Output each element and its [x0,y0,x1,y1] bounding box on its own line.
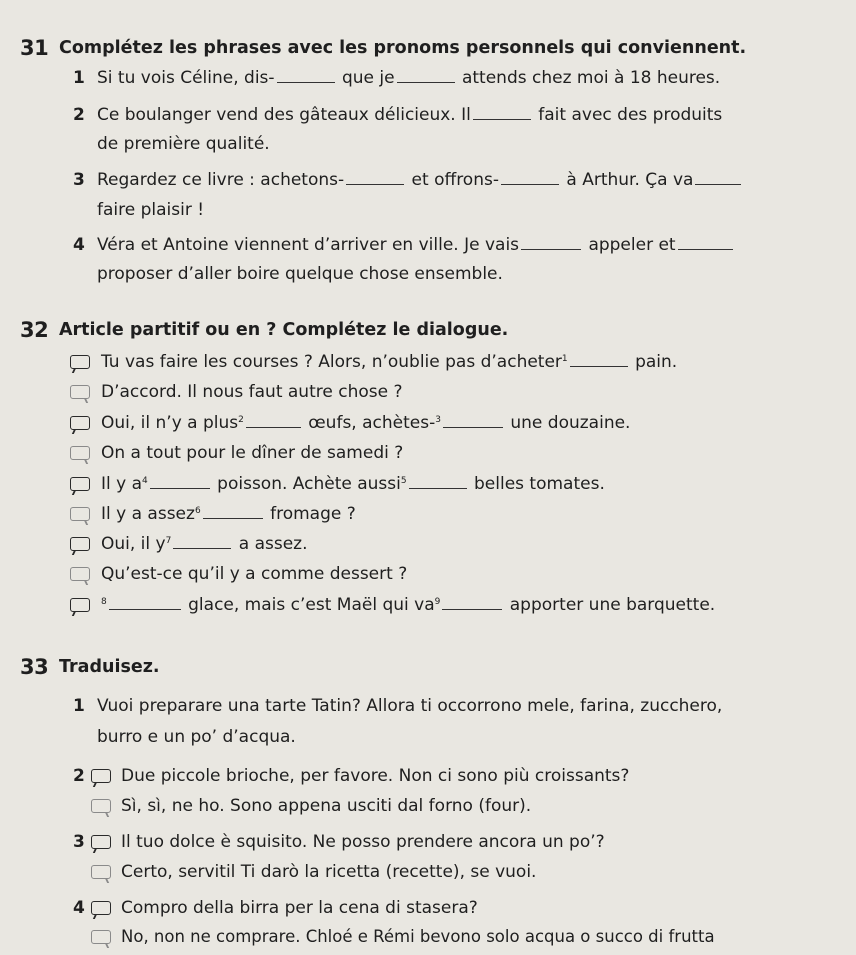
exercise-33-title: Traduisez. [59,657,160,677]
answer-blank[interactable] [442,608,502,610]
exercise-33-item-1: Vuoi preparare una tarte Tatin? Allora ti occorrono mele, farina, zucchero, [97,696,723,716]
speech-bubble-icon [70,477,90,491]
dialogue-line-9: $^8$ glace, mais c’est Maël qui $va^9$ apporter une barquette. [101,595,716,615]
exercise-31-item-3: Regardez ce livre : achetons- et offrons- à Arthur. Ça va [97,170,743,190]
item-number: 1 [73,696,85,716]
item-number: 1 [73,68,85,88]
answer-blank[interactable] [277,81,335,83]
exercise-31-item-1: Si tu vois Céline, dis- que je attends chez moi à 18 heures. [97,68,721,88]
exercise-33-item-1-cont: burro e un po’ d’acqua. [97,727,296,747]
speech-bubble-icon [70,598,90,612]
item-number: 3 [73,832,85,852]
exercise-33-number: 33 [20,655,49,679]
exercise-31-title: Complétez les phrases avec les pronoms personnels qui conviennent. [59,38,747,58]
item-number: 3 [73,170,85,190]
exercise-31-item-2-cont: de première qualité. [97,134,270,154]
exercise-33-item-3-b: Certo, servitil Ti darò la ricetta (recette), se vuoi. [121,862,537,882]
exercise-31-item-2: Ce boulanger vend des gâteaux délicieux. Il fait avec des produits [97,105,723,125]
dialogue-line-3: Oui, il n’y a plus$^2$ œufs, achètes-$^3$ une douzaine. [101,413,631,433]
dialogue-line-6: Il y a assez$^6$ fromage ? [101,504,356,524]
exercise-33-item-2-b: Sì, sì, ne ho. Sono appena usciti dal forno (four). [121,796,532,816]
dialogue-line-2: D’accord. Il nous faut autre chose ? [101,382,403,402]
speech-bubble-icon [91,901,111,915]
speech-bubble-icon [70,507,90,521]
exercise-32-title: Article partitif ou en ? Complétez le dialogue. [59,320,509,340]
answer-blank[interactable] [203,517,263,519]
answer-blank[interactable] [521,248,581,250]
speech-bubble-icon [70,416,90,430]
speech-bubble-icon [91,769,111,783]
answer-blank[interactable] [397,81,455,83]
answer-blank[interactable] [109,608,181,610]
exercise-33-item-3-a: Il tuo dolce è squisito. Ne posso prendere ancora un po’? [121,832,605,852]
answer-blank[interactable] [150,487,210,489]
speech-bubble-icon [70,385,90,399]
exercise-31-item-4: Véra et Antoine viennent d’arriver en ville. Je vais appeler et [97,235,735,255]
dialogue-line-4: On a tout pour le dîner de samedi ? [101,443,404,463]
dialogue-line-7: Oui, il $y^7$ a assez. [101,534,308,554]
answer-blank[interactable] [246,426,301,428]
answer-blank[interactable] [409,487,467,489]
answer-blank[interactable] [501,183,559,185]
item-number: 2 [73,105,85,125]
answer-blank[interactable] [678,248,733,250]
exercise-31-item-4-cont: proposer d’aller boire quelque chose ensemble. [97,264,503,284]
dialogue-line-8: Qu’est-ce qu’il y a comme dessert ? [101,564,408,584]
exercise-33-item-4-a: Compro della birra per la cena di stasera? [121,898,478,918]
exercise-33-item-4-b: No, non ne comprare. Chloé e Rémi bevono solo acqua o succo di frutta [121,927,715,946]
dialogue-line-1: Tu vas faire les courses ? Alors, n’oublie pas d’acheter$^1$ pain. [101,352,678,372]
exercise-32-number: 32 [20,318,49,342]
item-number: 4 [73,235,85,255]
exercise-33-item-2-a: Due piccole brioche, per favore. Non ci sono più croissants? [121,766,630,786]
item-number: 4 [73,898,85,918]
speech-bubble-icon [70,355,90,369]
item-number: 2 [73,766,85,786]
speech-bubble-icon [91,865,111,879]
answer-blank[interactable] [173,547,231,549]
speech-bubble-icon [91,799,111,813]
exercise-31-item-3-cont: faire plaisir ! [97,200,205,220]
answer-blank[interactable] [473,118,531,120]
speech-bubble-icon [70,446,90,460]
answer-blank[interactable] [570,365,628,367]
answer-blank[interactable] [695,183,741,185]
speech-bubble-icon [70,567,90,581]
speech-bubble-icon [70,537,90,551]
exercise-31-number: 31 [20,36,49,60]
speech-bubble-icon [91,835,111,849]
answer-blank[interactable] [443,426,503,428]
answer-blank[interactable] [346,183,404,185]
speech-bubble-icon [91,930,111,944]
dialogue-line-5: Il y $a^4$ poisson. Achète aussi$^5$ belles tomates. [101,474,605,494]
